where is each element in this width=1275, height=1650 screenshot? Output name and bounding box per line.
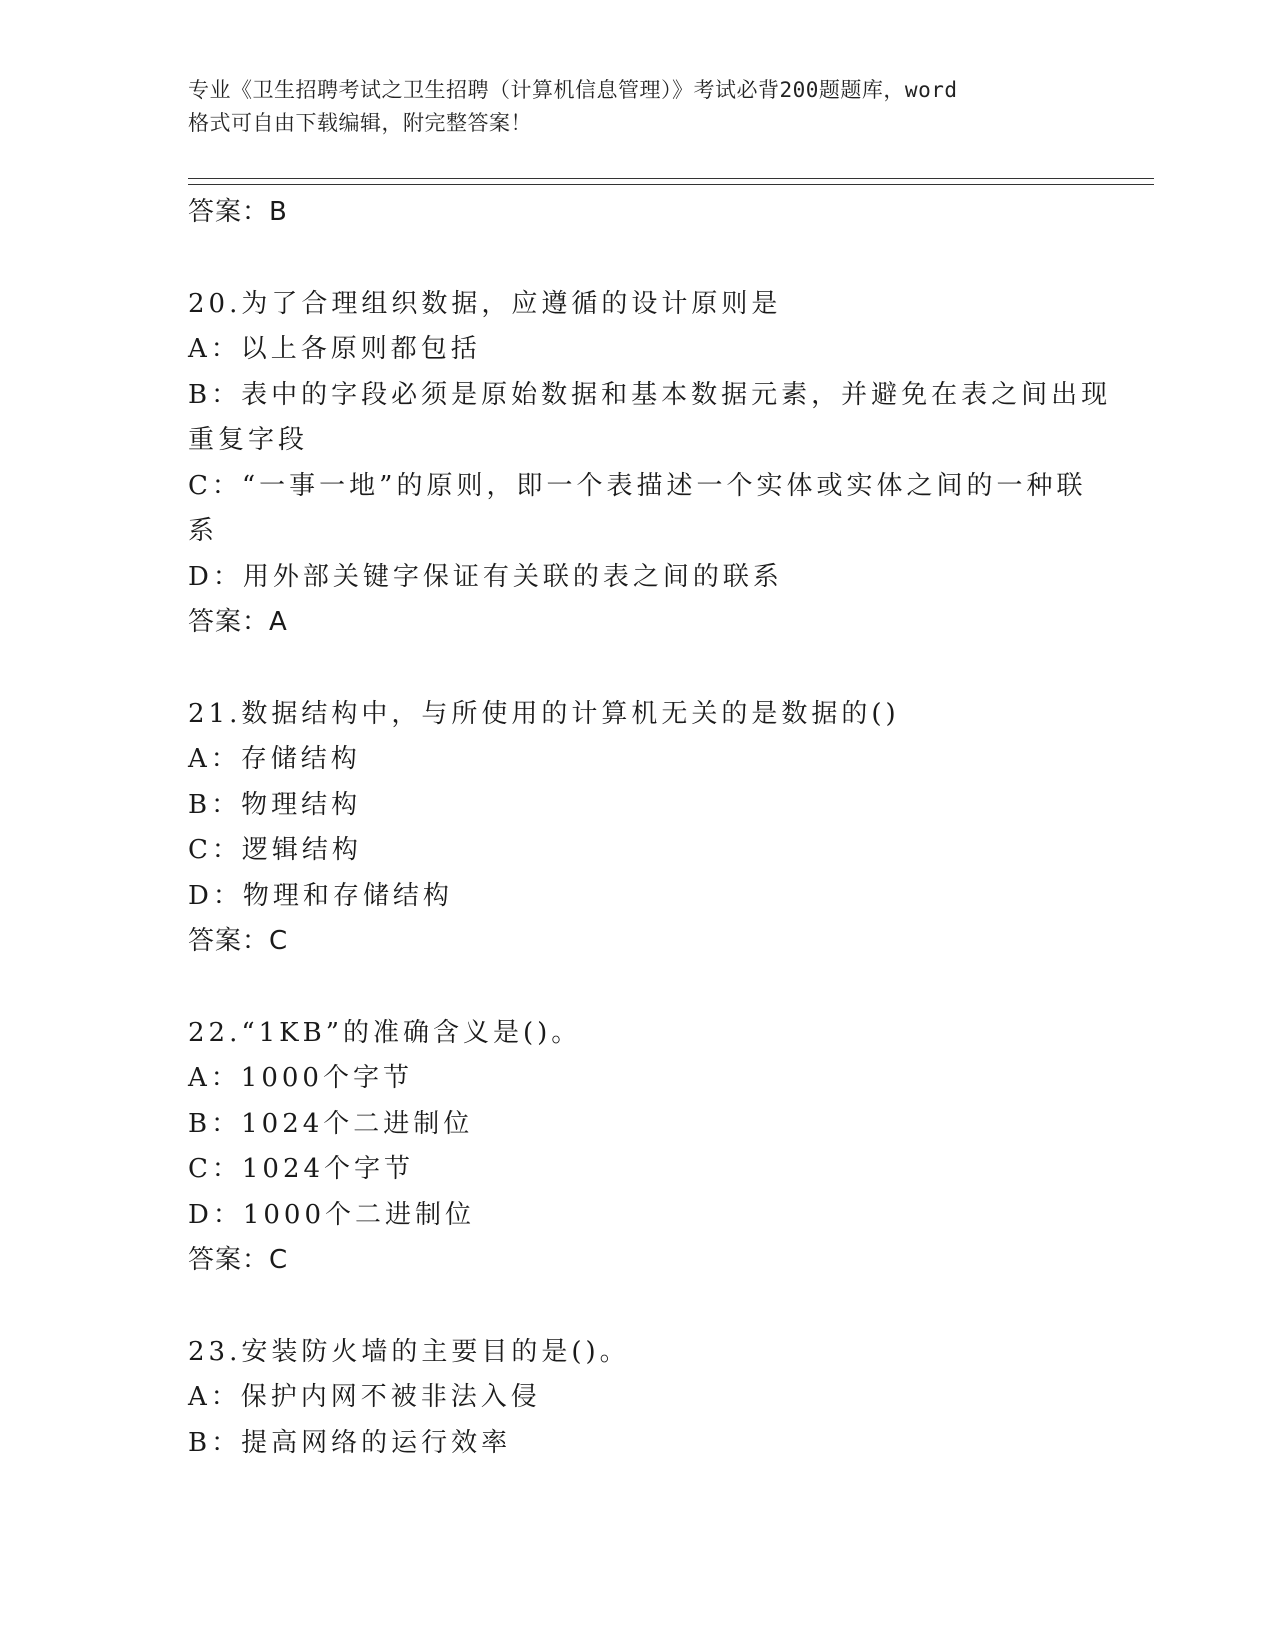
spacer [188,646,1088,692]
header-line-1: 专业《卫生招聘考试之卫生招聘（计算机信息管理）》考试必背200题题库，word [188,78,958,102]
answer-line: 答案：A [188,607,288,637]
option-c-continued: 系 [188,516,219,546]
option-d: D：1000个二进制位 [188,1199,476,1230]
question-stem: 22.“1KB”的准确含义是()。 [188,1017,582,1048]
option-b: B：1024个二进制位 [188,1108,474,1139]
option-b-continued: 重复字段 [188,425,309,455]
question-22 [188,1011,1088,1284]
answer-line: 答案：C [188,1245,289,1275]
answer-line: 答案：B [188,197,288,227]
question-21 [188,692,1088,965]
question-20 [188,282,1112,646]
option-b: B：提高网络的运行效率 [188,1427,512,1458]
option-c: C：1024个字节 [188,1154,415,1184]
option-d: D：物理和存储结构 [188,880,453,911]
header-divider-top [188,178,1154,179]
question-stem: 21.数据结构中，与所使用的计算机无关的是数据的() [188,698,900,729]
question-content [188,190,1112,1466]
question-stem: 23.安装防火墙的主要目的是()。 [188,1336,630,1367]
option-a: A：存储结构 [188,744,361,774]
option-c: C：逻辑结构 [188,835,362,865]
option-b: B：表中的字段必须是原始数据和基本数据元素，并避免在表之间出现 [188,379,1112,410]
option-a: A：1000个字节 [188,1063,413,1093]
answer-line: 答案：C [188,926,289,956]
spacer [188,236,1088,282]
option-a: A：保护内网不被非法入侵 [188,1382,541,1412]
option-c: C：“一事一地”的原则，即一个表描述一个实体或实体之间的一种联 [188,470,1087,501]
option-d: D：用外部关键字保证有关联的表之间的联系 [188,561,783,592]
header-line-2: 格式可自由下载编辑，附完整答案！ [188,111,532,135]
header-divider-bottom [188,184,1154,185]
question-stem: 20.为了合理组织数据，应遵循的设计原则是 [188,288,782,319]
question-23 [188,1330,1088,1467]
document-header [188,74,1088,140]
option-b: B：物理结构 [188,789,362,820]
spacer [188,965,1088,1011]
spacer [188,1284,1088,1330]
option-a: A：以上各原则都包括 [188,334,481,364]
